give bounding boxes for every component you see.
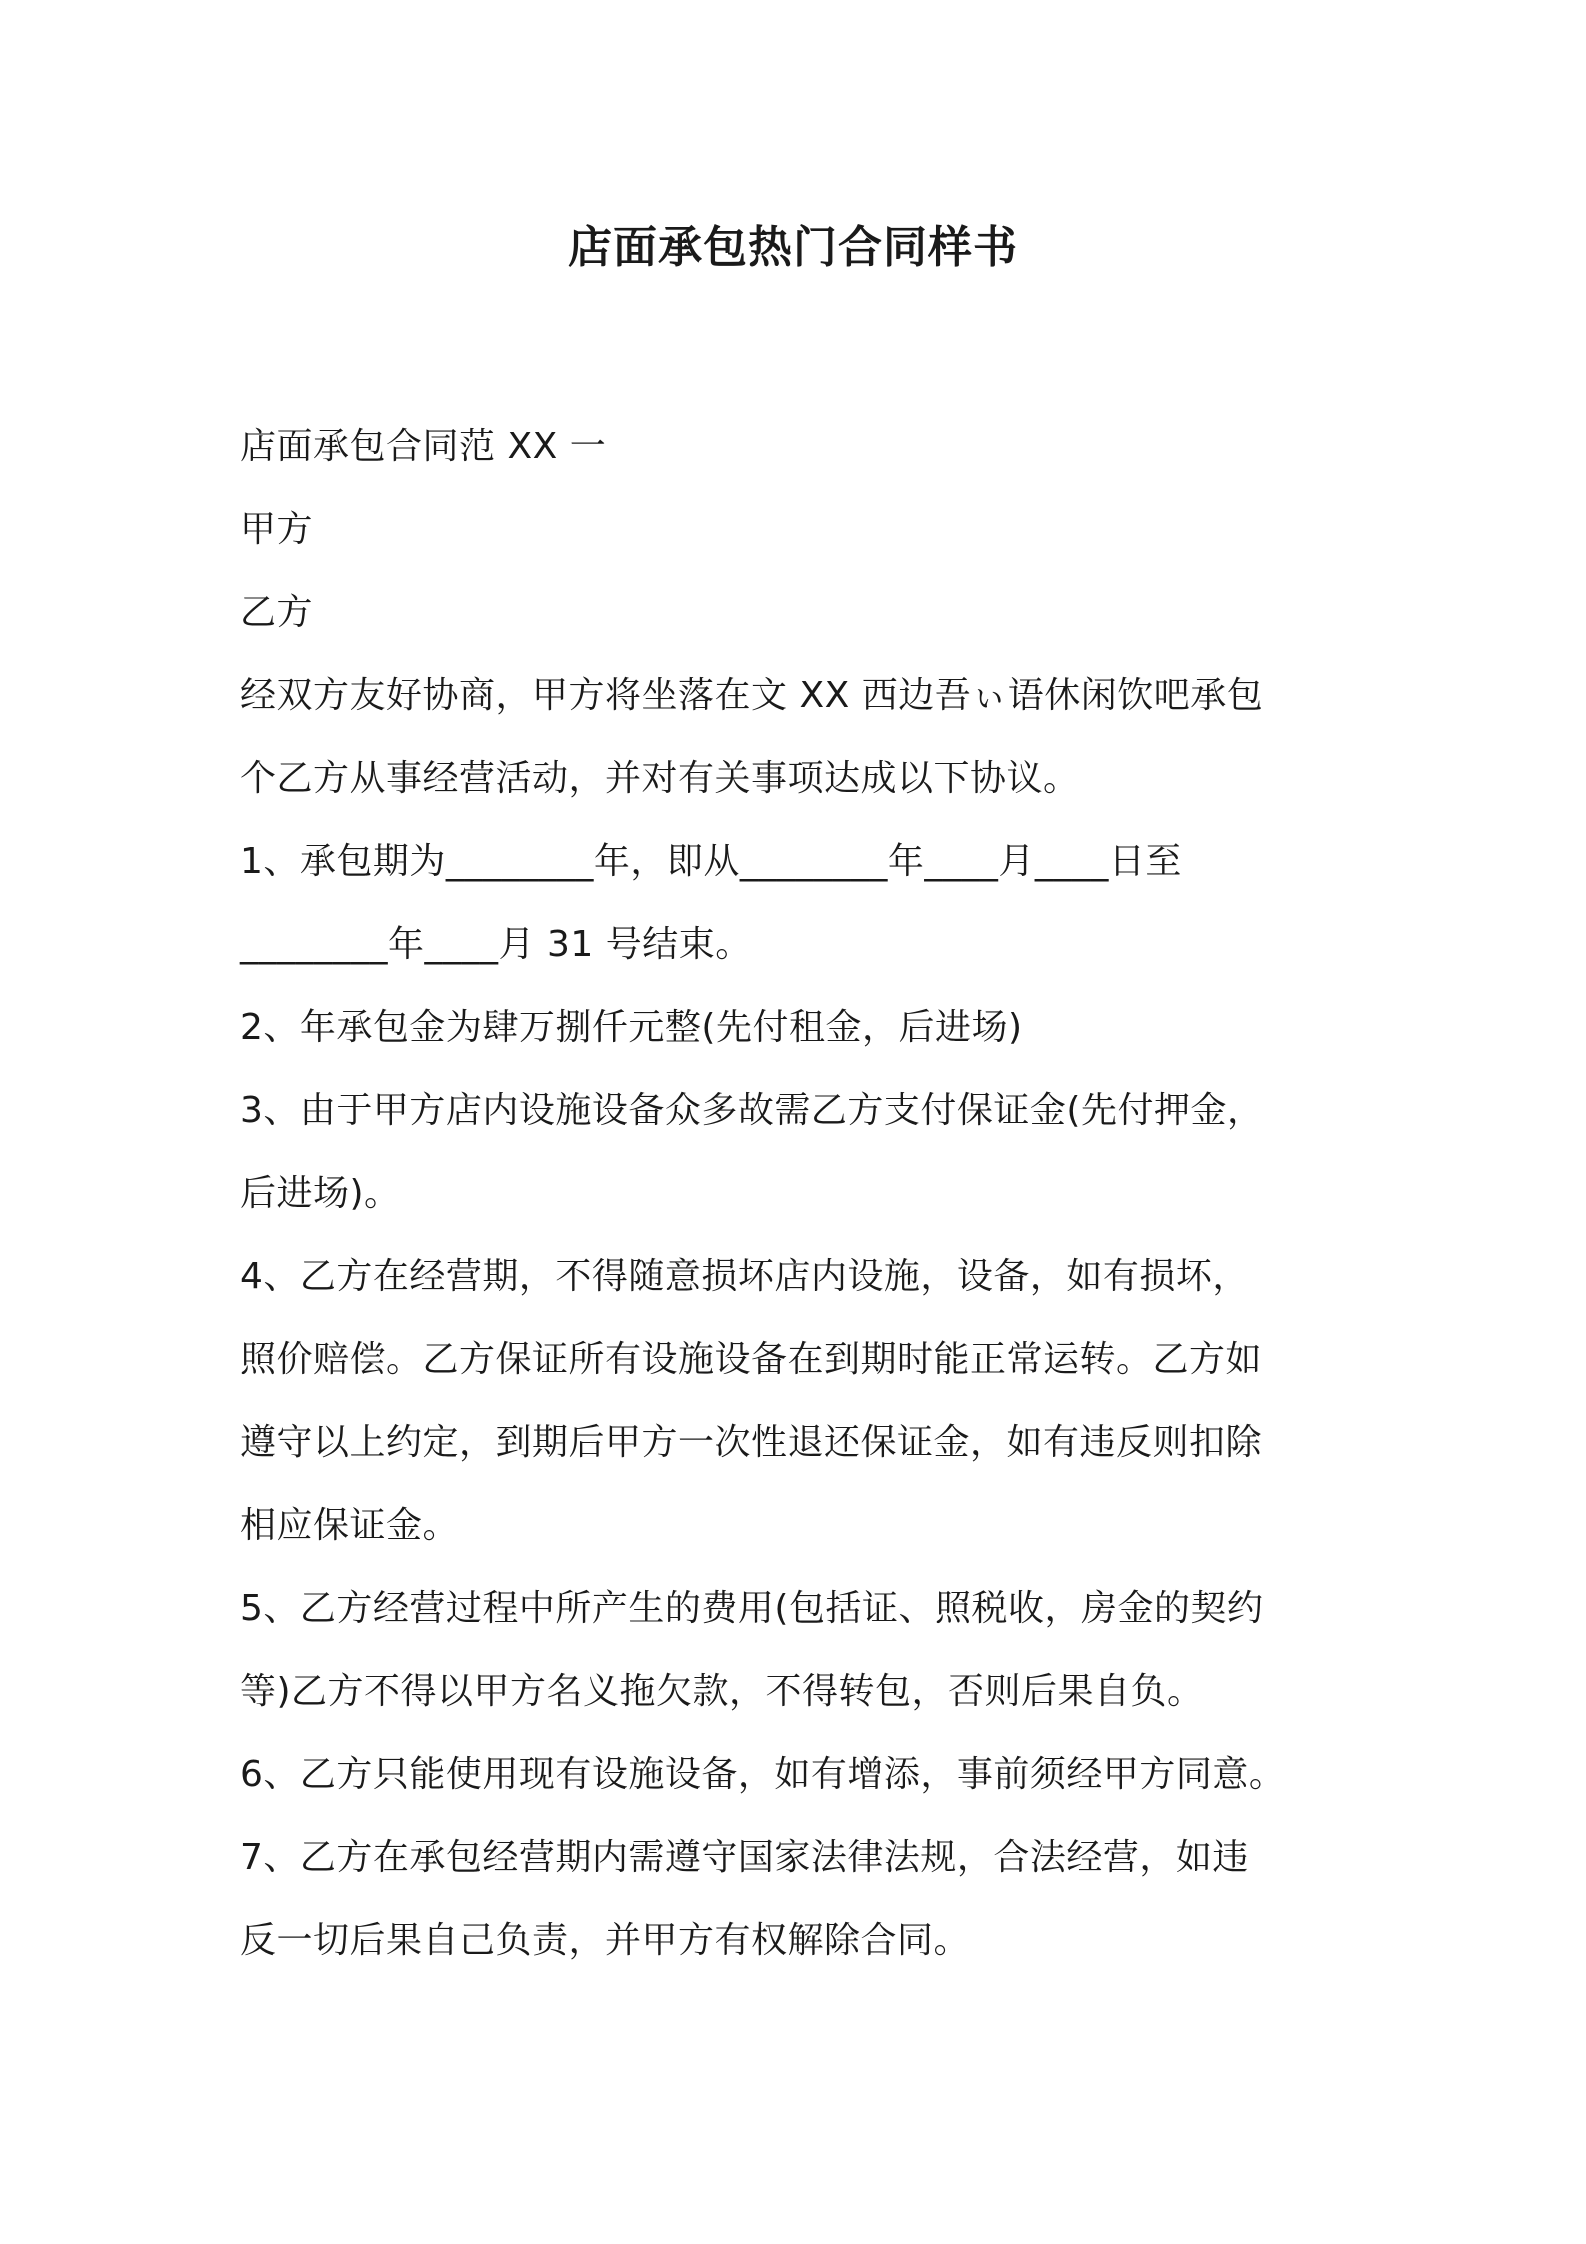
doc-line-preamble-2: 个乙方从事经营活动，并对有关事项达成以下协议。 [240,758,1080,799]
doc-line-clause-1a: 1、承包期为________年，即从________年____月____日至 [240,841,1182,882]
doc-line-party-a: 甲方 [240,509,314,550]
doc-line-preamble-1: 经双方友好协商，甲方将坐落在文 XX 西边吾ぃ语休闲饮吧承包 [240,675,1264,716]
doc-line-clause-4b: 照价赔偿。乙方保证所有设施设备在到期时能正常运转。乙方如 [240,1339,1263,1380]
doc-line-heading: 店面承包合同范 XX 一 [240,426,607,467]
doc-line-party-b: 乙方 [240,592,314,633]
doc-line-clause-1b: ________年____月 31 号结束。 [240,924,752,965]
doc-line-clause-5b: 等)乙方不得以甲方名义拖欠款，不得转包，否则后果自负。 [240,1671,1204,1712]
doc-line-clause-4d: 相应保证金。 [240,1505,460,1546]
document-title: 店面承包热门合同样书 [568,222,1018,273]
doc-line-clause-4c: 遵守以上约定，到期后甲方一次性退还保证金，如有违反则扣除 [240,1422,1263,1463]
doc-line-clause-6: 6、乙方只能使用现有设施设备，如有增添，事前须经甲方同意。 [240,1754,1286,1795]
doc-line-clause-5a: 5、乙方经营过程中所产生的费用(包括证、照税收，房金的契约 [240,1588,1264,1629]
doc-line-clause-7b: 反一切后果自己负责，并甲方有权解除合同。 [240,1920,971,1961]
doc-line-clause-7a: 7、乙方在承包经营期内需遵守国家法律法规，合法经营，如违 [240,1837,1249,1878]
document-body [240,405,1360,1982]
doc-line-clause-2: 2、年承包金为肆万捌仟元整(先付租金，后进场) [240,1007,1023,1048]
doc-line-clause-4a: 4、乙方在经营期，不得随意损坏店内设施，设备，如有损坏， [240,1256,1249,1297]
doc-line-clause-3b: 后进场)。 [240,1173,401,1214]
doc-line-clause-3a: 3、由于甲方店内设施设备众多故需乙方支付保证金(先付押金， [240,1090,1264,1131]
